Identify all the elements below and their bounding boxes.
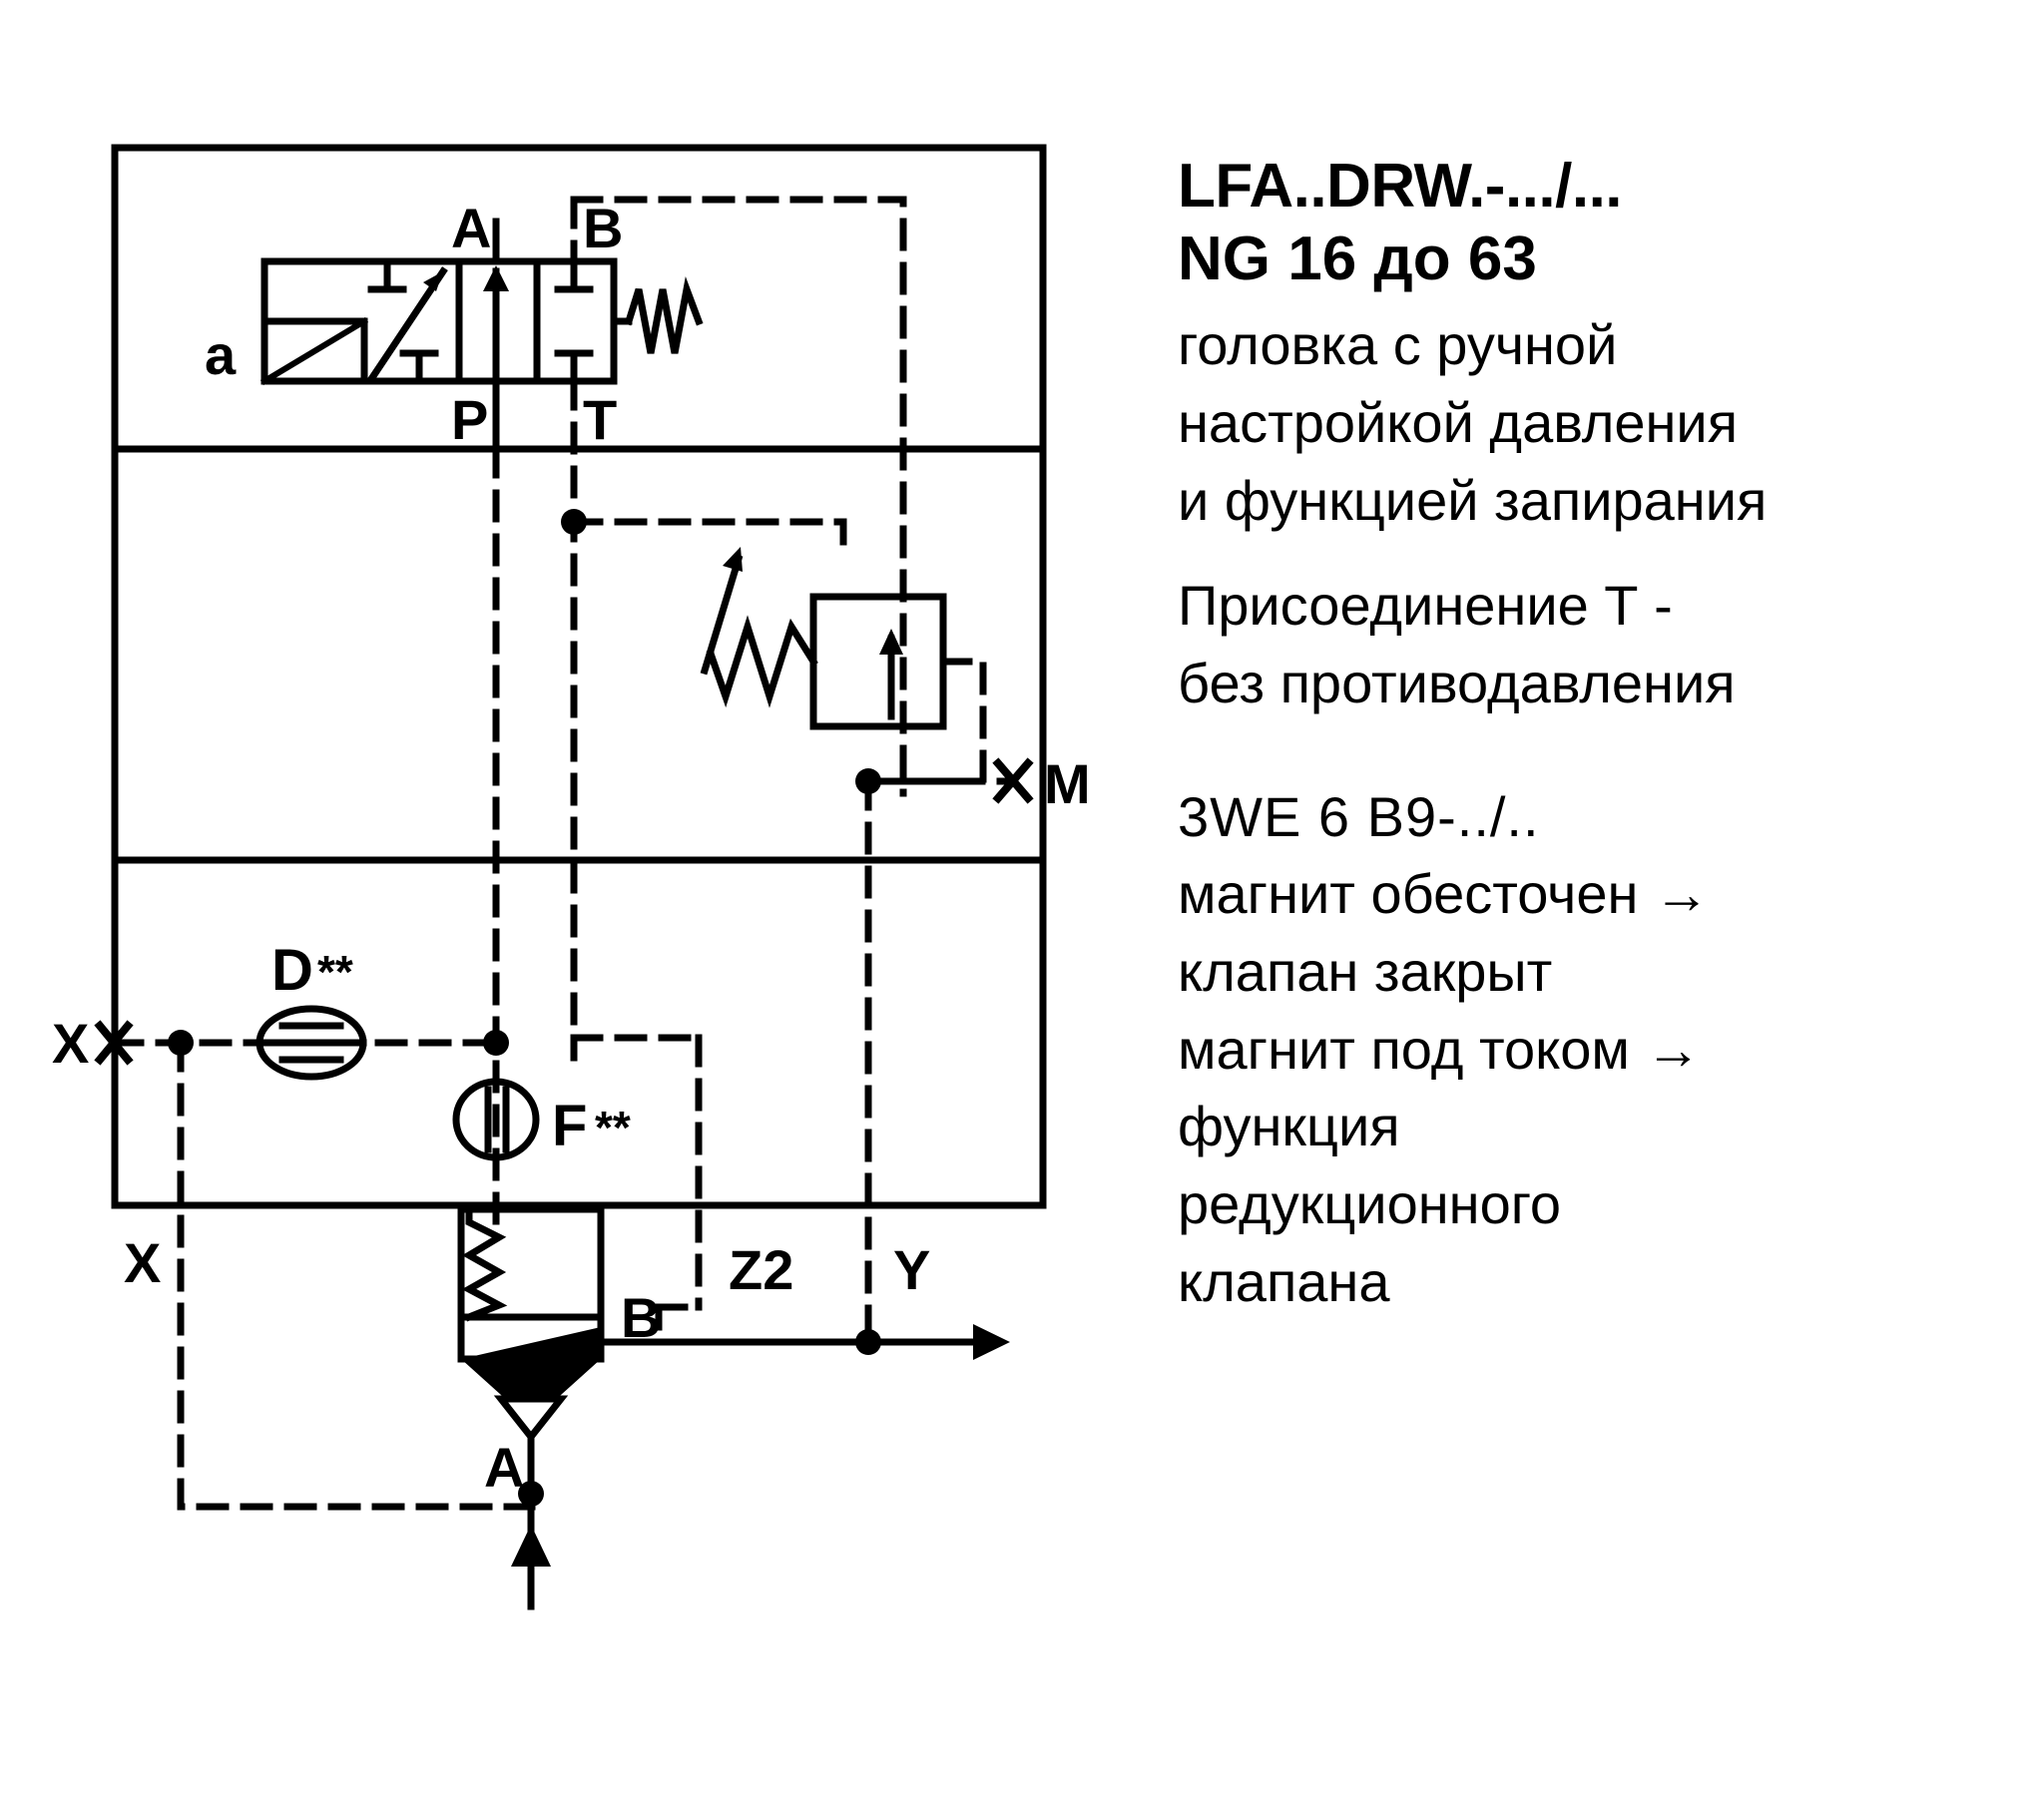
description-line-3: и функцией запирания <box>1178 468 1768 532</box>
label-T: T <box>583 388 618 451</box>
relief-out-dashed <box>868 662 983 781</box>
function-line-2: редукционного <box>1178 1172 1562 1236</box>
label-B-lower: B <box>621 1286 662 1349</box>
solenoid-energized-line <box>1178 1014 2016 1086</box>
function-line-1: функция <box>1178 1095 1400 1158</box>
arrow-right-icon-1: → <box>1653 862 1710 926</box>
function-line-3: клапана <box>1178 1249 1390 1313</box>
valve-arrow-mid-head <box>483 265 509 291</box>
description-line-2: настройкой давления <box>1178 390 1739 454</box>
junction-dot-outlet <box>855 1329 881 1355</box>
valve-lever-diagonal <box>264 321 364 381</box>
label-D: D <box>271 938 313 1003</box>
line-B-top-dashed <box>574 200 903 793</box>
junction-dot-1 <box>561 509 587 535</box>
label-Y: Y <box>893 1238 931 1301</box>
label-F-sup: ** <box>595 1102 631 1153</box>
port-note-line-2: без противодавления <box>1178 652 1736 714</box>
label-M: M <box>1044 752 1091 815</box>
product-size-range: NG 16 до 63 <box>1178 225 1537 294</box>
solenoid-valve-code: 3WE 6 B9-../.. <box>1178 784 1540 848</box>
branch-to-relief-dashed <box>574 522 843 559</box>
label-a: a <box>205 323 237 386</box>
label-P: P <box>451 388 489 451</box>
adjuster-arrow <box>705 559 739 671</box>
label-Z2: Z2 <box>729 1238 794 1301</box>
poppet-seat <box>501 1399 561 1437</box>
outlet-arrow-head <box>973 1324 1010 1360</box>
poppet-fill <box>461 1327 601 1359</box>
junction-dot-X2 <box>483 1030 509 1056</box>
label-A-lower: A <box>484 1436 525 1499</box>
description-column <box>1178 150 2016 1317</box>
adjuster-arrow-head <box>723 547 743 572</box>
relief-valve-arrow-head <box>879 629 903 655</box>
line-Z2-up-dashed <box>574 1038 699 1247</box>
label-B-top: B <box>583 197 624 259</box>
arrow-right-icon-2: → <box>1645 1017 1702 1081</box>
solenoid-deenergized-text: магнит обесточен <box>1178 862 1639 926</box>
solenoid-deenergized-line <box>1178 858 2016 930</box>
solenoid-energized-text: магнит под током <box>1178 1017 1630 1081</box>
relief-spring <box>711 627 813 696</box>
product-title: LFA..DRW.-.../... <box>1178 152 1623 221</box>
valve-closed-line: клапан закрыт <box>1178 940 1553 1004</box>
label-F: F <box>552 1094 588 1158</box>
label-X-port: X <box>52 1012 90 1075</box>
inlet-arrow-head <box>511 1525 551 1567</box>
label-A-top: A <box>451 197 492 259</box>
relief-valve-box <box>813 597 943 726</box>
description-line-1: головка с ручной <box>1178 313 1618 377</box>
spacer <box>1178 719 2016 781</box>
line-X-bottom-dashed <box>181 1043 532 1507</box>
label-X-bottom: X <box>124 1231 162 1294</box>
return-spring <box>629 289 699 353</box>
label-D-sup: ** <box>317 946 353 998</box>
port-note-line-1: Присоединение Т - <box>1178 574 1673 638</box>
cartridge-spring <box>469 1209 499 1317</box>
